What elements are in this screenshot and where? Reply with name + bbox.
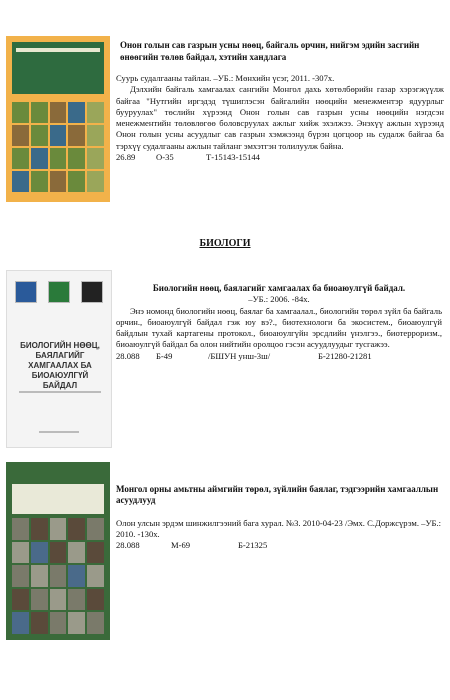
- book-cover-biological-resources: [6, 270, 112, 448]
- book-cover-fauna-mongolia: [6, 462, 110, 640]
- entry-annotation: Дэлхийн байгаль хамгаалах сангийн Монгол дахь хөтөлбөрийн газар хэрэгжүүлж байгаа "Нутгийн иргэдэд түшиглэсэн байгалийн нөөцийн менежментэр ядуурлыг бууруулах" төслийн хүрээнд Онон голын сав газрын усны нөөцийн нэгдсэн менежментийн төлөвлөгөө боловсруулах ажлыг хийж эхэлжээ. Энэхүү ажлын хүрээнд Онон голын усны асуудлыг сав газрын хэмжээнд бүрэн цогцоор нь судалж байгаа ба тэрхүү судалгааны ажлын тайланг эмхэтгэн толилуулж байна.: [116, 84, 444, 151]
- classification-number: 28.088: [116, 540, 140, 551]
- location-note: /БШУН унш-3ш/: [208, 350, 271, 361]
- entry-title: Биологийн нөөц, баялагийг хамгаалах ба биоаюулгүй байдал.: [152, 283, 406, 293]
- entry-title: Монгол орны амьтны аймгийн төрөл, зүйлийн баялаг, тэдгээрийн хамгааллын асуудлууд: [116, 484, 439, 506]
- classification-number: 26.89: [116, 152, 136, 163]
- ministry-logo: [48, 281, 70, 303]
- cover-title: БИОЛОГИЙН НӨӨЦ, БАЯЛАГИЙГ ХАМГААЛАХ БА БИОАЮУЛГҮЙ БАЙДАЛ: [20, 341, 100, 390]
- entry-publisher: Олон улсын эрдэм шинжилгээний бага хурал. №3. 2010-04-23 /Эмх. С.Доржсүрэм. –УБ.: 2010. -130х.: [116, 517, 442, 539]
- author-mark: Б-49: [156, 350, 173, 361]
- entry-fauna-mongolia: [116, 484, 442, 551]
- cover-divider: [19, 391, 101, 393]
- entry-annotation: Энэ номонд биологийн нөөц, баялаг ба хамгаалал., биологийн төрөл зүйл ба байгаль орчин., биоаюулгүй байдал гэж юу вэ?., биотехнологи ба экосистем., биоаюулгүй байдлын тухай картагены протокол., биоаюулгүйн эрсдлийн үнэлгээ., биотерроризм., биоаюулгүй байдал ба олон нийтийн оролцоо гэсэн асуудлуудыг тусгажээ.: [116, 305, 442, 350]
- classification-number: 28.088: [116, 350, 140, 361]
- inventory-number: Т-15143-15144: [206, 152, 260, 163]
- academy-logo: [81, 281, 103, 303]
- section-heading: БИОЛОГИ: [199, 238, 251, 249]
- author-mark: М-69: [171, 540, 191, 551]
- cover-photo-grid: [12, 102, 104, 192]
- inventory-number: Б-21325: [238, 540, 268, 551]
- entry-publisher: Суурь судалгааны тайлан. –УБ.: Мөнхийн үсэг, 2011. -307х.: [116, 73, 335, 83]
- book-cover-onon-river: [6, 36, 110, 202]
- entry-catalog-info: [116, 351, 442, 362]
- entry-biological-resources: [116, 283, 442, 362]
- cover-title-band: [12, 484, 104, 514]
- inventory-number: Б-21280-21281: [318, 350, 372, 361]
- entry-catalog-info: [116, 540, 442, 551]
- cover-animal-photos: [12, 518, 104, 634]
- cover-title-text: [16, 48, 100, 52]
- world-bank-logo: [15, 281, 37, 303]
- author-mark: О-35: [156, 152, 174, 163]
- entry-publisher: –УБ.: 2006. -84х.: [248, 294, 310, 305]
- entry-catalog-info: [116, 152, 444, 163]
- entry-title: Онон голын сав газрын усны нөөц, байгаль орчин, нийгэм эдийн засгийн өнөөгийн төлөв байдал, хэтийн хандлага: [120, 40, 420, 62]
- entry-onon-river: [116, 40, 444, 163]
- cover-footer-text: [39, 431, 79, 433]
